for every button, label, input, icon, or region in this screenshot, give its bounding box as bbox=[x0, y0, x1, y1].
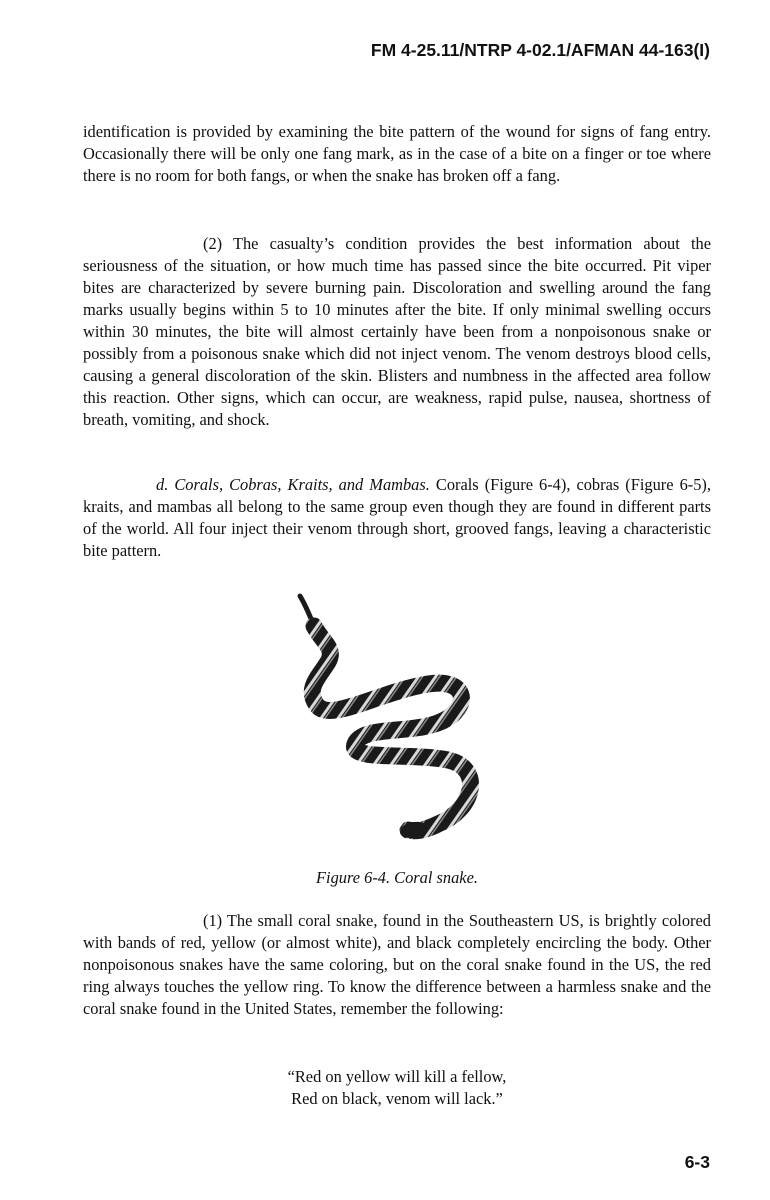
verse-line-1: “Red on yellow will kill a fellow, bbox=[287, 1067, 507, 1086]
coral-snake-figure bbox=[288, 592, 488, 842]
coral-snake-icon bbox=[288, 592, 488, 842]
verse-line-2: Red on black, venom will lack.” bbox=[291, 1089, 503, 1108]
paragraph-corals-cobras bbox=[83, 474, 711, 562]
document-header: FM 4-25.11/NTRP 4-02.1/AFMAN 44-163(I) bbox=[370, 40, 710, 60]
paragraph-coral-snake-description: (1) The small coral snake, found in the Southeastern US, is brightly colored with bands of red, yellow (or almost white), and black completely encircling the body. Other nonpoisonous snakes have the same coloring, but on the coral snake found in the US, the red ring always touches the yellow ring. To know the difference between a harmless snake and the coral snake found in the United States, remember the following: bbox=[83, 911, 711, 1018]
paragraph-corals-body: Corals (Figure 6-4), cobras (Figure 6-5), kraits, and mambas all belong to the same group even though they are found in different parts of the world. All four inject their venom through short, grooved fangs, leaving a characteristic bite pattern. bbox=[83, 475, 711, 560]
paragraph-identification: identification is provided by examining the bite pattern of the wound for signs of fang entry. Occasionally there will be only one fang mark, as in the case of a bite on a finger or toe where there is no room for both fangs, or when the snake has broken off a fang. bbox=[83, 122, 711, 185]
section-heading: d. Corals, Cobras, Kraits, and Mambas. bbox=[156, 475, 430, 494]
mnemonic-verse bbox=[83, 1066, 711, 1110]
page-number: 6-3 bbox=[684, 1152, 710, 1172]
paragraph-casualty-condition: (2) The casualty’s condition provides the best information about the seriousness of the situation, or how much time has passed since the bite occurred. Pit viper bites are characterized by severe burning pain. Discoloration and swelling around the fang marks usually begins within 5 to 10 minutes after the bite. If only minimal swelling occurs within 30 minutes, the bite will almost certainly have been from a nonpoisonous snake or possibly from a poisonous snake which did not inject venom. The venom destroys blood cells, causing a general discoloration of the skin. Blisters and numbness in the affected area follow this reaction. Other signs, which can occur, are weakness, rapid pulse, nausea, shortness of breath, vomiting, and shock. bbox=[83, 234, 711, 429]
figure-caption: Figure 6-4. Coral snake. bbox=[316, 868, 478, 887]
